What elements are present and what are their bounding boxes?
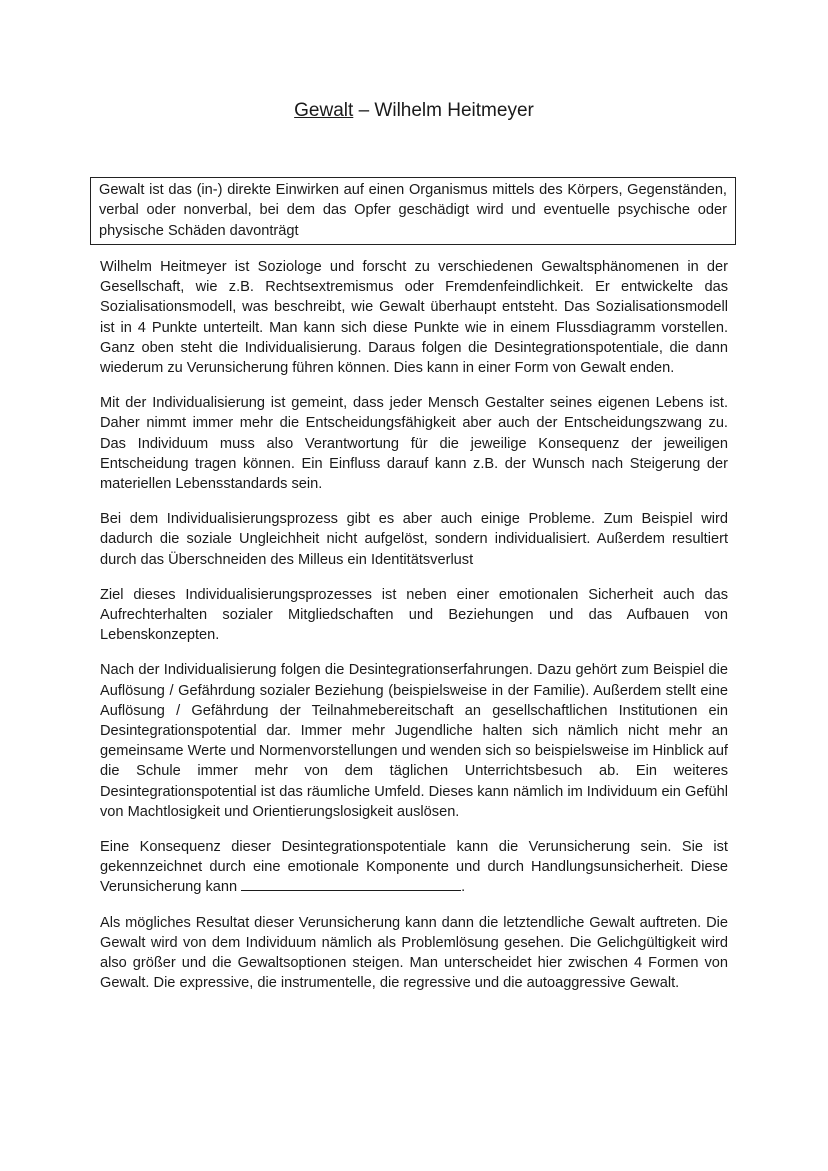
paragraph-intro: Wilhelm Heitmeyer ist Soziologe und forscht zu verschiedenen Gewaltsphänomenen in der Gesellschaft, wie z.B. Rechtsextremismus oder Fremdenfeindlichkeit. Er entwickelte das Sozialisationsmodell, was beschreibt, wie Gewalt überhaupt entsteht. Das Sozialisationsmodell ist in 4 Punkte unterteilt. Man kann sich diese Punkte wie in einem Flussdiagramm vorstellen. Ganz oben steht die Individualisierung. Daraus folgen die Desintegrationspotentiale, die dann wiederum zu Verunsicherung führen können. Dies kann in einer Form von Gewalt enden. xyxy=(100,259,728,377)
fill-in-blank xyxy=(241,877,461,891)
paragraph-probleme: Bei dem Individualisierungsprozess gibt es aber auch einige Probleme. Zum Beispiel wird dadurch die soziale Ungleichheit nicht aufgelöst, sondern individualisiert. Außerdem resultiert durch das Überschneiden des Milleus ein Identitätsverlust xyxy=(100,511,728,568)
paragraph-ziel: Ziel dieses Individualisierungsprozesses ist neben einer emotionalen Sicherheit auch das Aufrechterhalten sozialer Mitgliedschaften und Beziehungen und das Aufbauen von Lebenskonzepten. xyxy=(100,586,728,644)
body-text xyxy=(100,257,728,1009)
paragraph-desintegration: Nach der Individualisierung folgen die Desintegrationserfahrungen. Dazu gehört zum Beispiel die Auflösung / Gefährdung sozialer Beziehung (beispielsweise in der Familie). Außerdem stellt eine Auflösung / Gefährdung der Teilnahmebereitschaft an gesellschaftlichen Institutionen ein Desintegrationspotential dar. Immer mehr Jugendliche halten sich nämlich nicht mehr an gemeinsame Werte und Normenvorstellungen und wenden sich so beispielsweise im Hinblick auf die Schule immer mehr von dem täglichen Unterrichtsbesuch ab. Ein weiteres Desintegrationspotential ist das räumliche Umfeld. Dieses kann nämlich im Individuum ein Gefühl von Machtlosigkeit und Orientierungslosigkeit auslösen. xyxy=(100,662,728,820)
paragraph-verunsicherung xyxy=(100,837,728,898)
title-rest: – Wilhelm Heitmeyer xyxy=(353,100,534,121)
definition-box: Gewalt ist das (in-) direkte Einwirken auf einen Organismus mittels des Körpers, Gegenständen, verbal oder nonverbal, bei dem das Opfer geschädigt wird und eventuelle psychische oder physische Schäden davonträgt xyxy=(90,177,736,245)
paragraph-gewalt: Als mögliches Resultat dieser Verunsicherung kann dann die letztendliche Gewalt auftreten. Die Gewalt wird von dem Individuum nämlich als Problemlösung gesehen. Die Gelichgültigkeit wird also größer und die Gewaltsoptionen steigen. Man unterscheidet hier zwischen 4 Formen von Gewalt. Die expressive, die instrumentelle, die regressive und die autoaggressive Gewalt. xyxy=(100,914,728,992)
page-title xyxy=(0,99,828,123)
verunsicherung-text: Eine Konsequenz dieser Desintegrationspotentiale kann die Verunsicherung sein. Sie ist gekennzeichnet durch eine emotionale Komponente und durch Handlungsunsicherheit. Diese Verunsicherung kann xyxy=(100,839,728,896)
blank-period: . xyxy=(461,879,466,896)
paragraph-individualisierung: Mit der Individualisierung ist gemeint, dass jeder Mensch Gestalter seines eigenen Lebens ist. Daher nimmt immer mehr die Entscheidungsfähigkeit aber auch der Entscheidungszwang zu. Das Individuum muss also Verantwortung für die jeweilige Konsequenz der jeweiligen Entscheidung tragen können. Ein Einfluss darauf kann z.B. der Wunsch nach Steigerung der materiellen Lebensstandards sein. xyxy=(100,395,728,493)
title-underlined: Gewalt xyxy=(294,100,354,121)
